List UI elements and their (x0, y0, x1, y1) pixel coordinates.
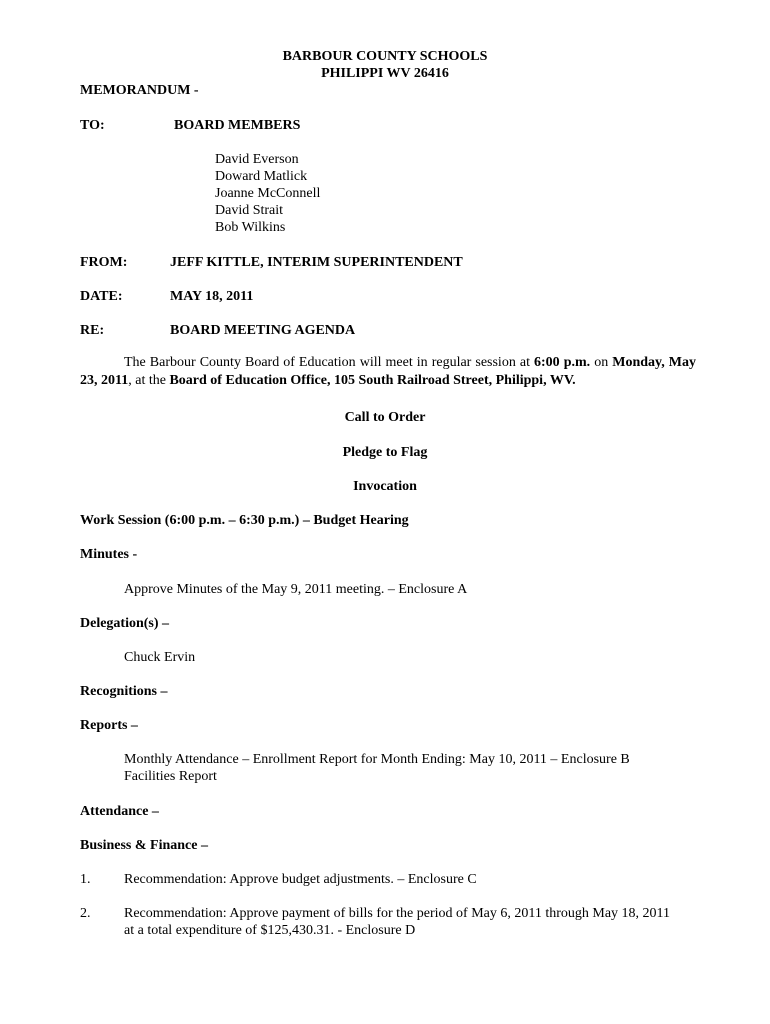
agenda-invocation: Invocation (353, 479, 417, 494)
work-session-heading: Work Session (6:00 p.m. – 6:30 p.m.) – Budget Hearing (80, 513, 409, 528)
intro-text: , at the (128, 373, 170, 388)
from-value: JEFF KITTLE, INTERIM SUPERINTENDENT (170, 255, 463, 270)
report-item: Facilities Report (124, 769, 217, 784)
date-value: MAY 18, 2011 (170, 289, 254, 304)
intro-paragraph (80, 354, 696, 390)
delegation-item: Chuck Ervin (124, 650, 196, 665)
from-label: FROM: (80, 255, 128, 270)
business-item-number: 1. (80, 872, 91, 887)
board-member: David Strait (215, 203, 284, 218)
board-member: David Everson (215, 152, 299, 167)
report-item: Monthly Attendance – Enrollment Report for Month Ending: May 10, 2011 – Enclosure B (124, 752, 630, 767)
business-item-text: Recommendation: Approve budget adjustments. – Enclosure C (124, 872, 477, 887)
school-name: BARBOUR COUNTY SCHOOLS (282, 49, 488, 64)
agenda-pledge: Pledge to Flag (342, 445, 428, 460)
to-value: BOARD MEMBERS (174, 118, 301, 133)
recognitions-heading: Recognitions – (80, 684, 168, 699)
agenda-call-to-order: Call to Order (344, 410, 426, 425)
to-label: TO: (80, 118, 105, 133)
business-finance-heading: Business & Finance – (80, 838, 208, 853)
board-member: Joanne McConnell (215, 186, 321, 201)
business-item-text: at a total expenditure of $125,430.31. - Enclosure D (124, 923, 416, 938)
school-address: PHILIPPI WV 26416 (321, 66, 449, 81)
business-item-number: 2. (80, 906, 91, 921)
delegations-heading: Delegation(s) – (80, 616, 170, 631)
attendance-heading: Attendance – (80, 804, 159, 819)
intro-text: on (590, 355, 613, 370)
business-item-text: Recommendation: Approve payment of bills for the period of May 6, 2011 through May 18, 2011 (124, 906, 671, 921)
re-label: RE: (80, 323, 105, 338)
board-member: Doward Matlick (215, 169, 308, 184)
meeting-date: Monday, May 23, 2011 (80, 355, 696, 388)
minutes-item: Approve Minutes of the May 9, 2011 meeting. – Enclosure A (124, 582, 468, 597)
memo-title: MEMORANDUM - (80, 83, 199, 98)
minutes-heading: Minutes - (80, 547, 138, 562)
board-member: Bob Wilkins (215, 220, 286, 235)
date-label: DATE: (80, 289, 123, 304)
intro-text: The Barbour County Board of Education will meet in regular session at (124, 355, 534, 370)
meeting-location: Board of Education Office, 105 South Railroad Street, Philippi, WV. (169, 373, 576, 388)
meeting-time: 6:00 p.m. (534, 355, 591, 370)
reports-heading: Reports – (80, 718, 138, 733)
re-value: BOARD MEETING AGENDA (170, 323, 356, 338)
